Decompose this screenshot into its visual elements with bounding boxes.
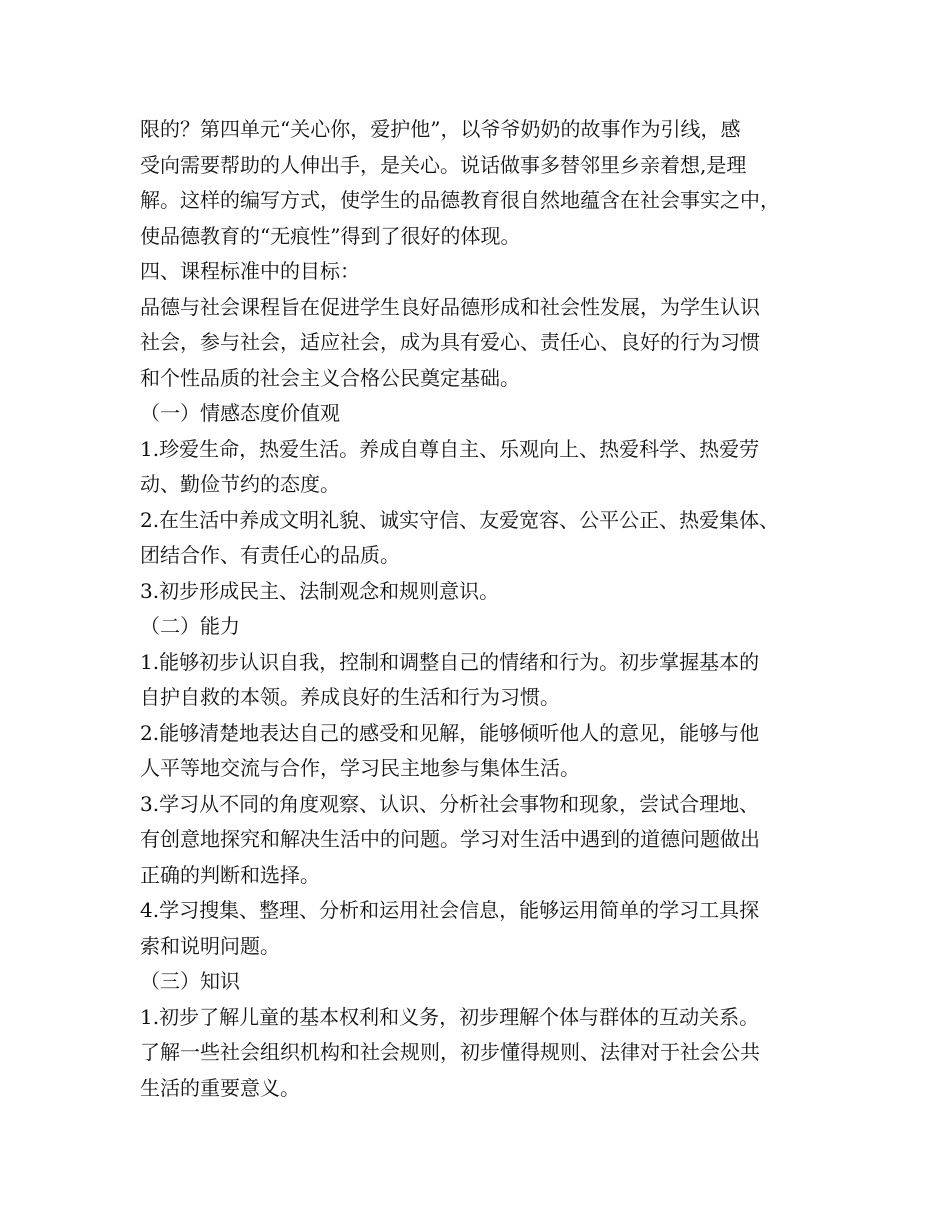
text-line: 解。这样的编写方式，使学生的品德教育很自然地蕴含在社会事实之中，: [140, 188, 780, 212]
list-item: 1.能够初步认识自我，控制和调整自己的情绪和行为。初步掌握基本的: [140, 649, 760, 674]
text-line: 品德与社会课程旨在促进学生良好品德形成和社会性发展，为学生认识: [140, 294, 760, 319]
section-heading: 四、课程标准中的目标：: [140, 259, 360, 283]
text-line: 动、勤俭节约的态度。: [140, 472, 340, 496]
text-line: 受向需要帮助的人伸出手，是关心。说话做事多替邻里乡亲着想,是理: [140, 152, 747, 177]
text-line: 有创意地探究和解决生活中的问题。学习对生活中遇到的道德问题做出: [140, 827, 760, 851]
list-item: 1.珍爱生命，热爱生活。养成自尊自主、乐观向上、热爱科学、热爱劳: [140, 436, 760, 461]
text-line: 了解一些社会组织机构和社会规则，初步懂得规则、法律对于社会公共: [140, 1040, 760, 1064]
text-line: 索和说明问题。: [140, 933, 280, 958]
document-body: [140, 112, 830, 1106]
list-item: 2.能够清楚地表达自己的感受和见解，能够倾听他人的意见，能够与他: [140, 720, 760, 745]
text-line: 正确的判断和选择。: [140, 862, 320, 887]
subsection-heading: （三）知识: [140, 969, 240, 993]
text-line: 和个性品质的社会主义合格公民奠定基础。: [140, 365, 520, 390]
text-line: 社会，参与社会，适应社会，成为具有爱心、责任心、良好的行为习惯: [140, 330, 760, 354]
text-line: 使品德教育的“无痕性”得到了很好的体现。: [140, 223, 521, 248]
text-line: 限的？第四单元“关心你，爱护他”，以爷爷奶奶的故事作为引线，感: [140, 117, 741, 141]
list-item: 1.初步了解儿童的基本权利和义务，初步理解个体与群体的互动关系。: [140, 1004, 760, 1029]
list-item: 2.在生活中养成文明礼貌、诚实守信、友爱宽容、公平公正、热爱集体、: [140, 507, 780, 532]
text-line: 自护自救的本领。养成良好的生活和行为习惯。: [140, 685, 560, 709]
text-line: 团结合作、有责任心的品质。: [140, 543, 400, 567]
list-item: 3.学习从不同的角度观察、认识、分析社会事物和现象，尝试合理地、: [140, 791, 760, 816]
list-item: 3.初步形成民主、法制观念和规则意识。: [140, 578, 500, 603]
list-item: 4.学习搜集、整理、分析和运用社会信息，能够运用简单的学习工具探: [140, 898, 760, 922]
subsection-heading: （一）情感态度价值观: [140, 401, 340, 425]
text-line: 人平等地交流与合作，学习民主地参与集体生活。: [140, 756, 580, 780]
text-line: 生活的重要意义。: [140, 1075, 300, 1100]
subsection-heading: （二）能力: [140, 614, 240, 638]
